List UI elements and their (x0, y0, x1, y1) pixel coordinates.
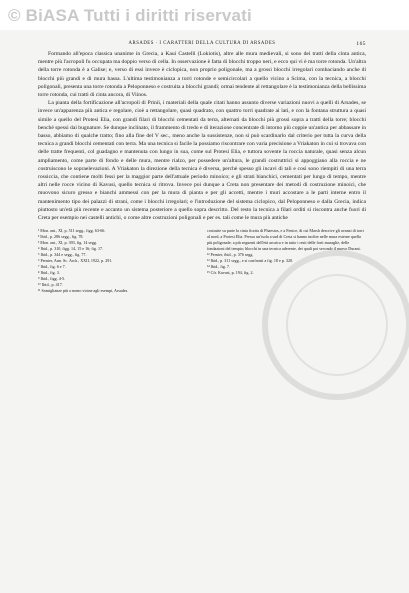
footnote: ⁴ Ibid., p. 310, figg. 14, 15 e 16; fig. 17. (38, 246, 104, 252)
footnote: ⁸ Ibid., fig. 3. (38, 270, 60, 276)
footnote: ¹⁴ Ibid., fig. 7. (207, 264, 231, 270)
document-page (38, 40, 366, 294)
body-text (38, 50, 366, 222)
footnote: ¹ Mon. ant., XI, p. 511 segg., figg. 63-66. (38, 228, 106, 234)
footnote: ¹⁵ Cfr. Kavusi, p. 194, fig. 2. (207, 270, 254, 276)
footnote: ¹² Pernier, ibid., p. 376 segg. (207, 252, 254, 258)
footnotes-left-column (38, 228, 197, 294)
footnotes (38, 228, 366, 294)
watermark-text: © BiASA Tutti i diritti riservati (8, 6, 252, 25)
footnote-continuation: costruite su parte la cinta fiorita di Phaestos, e a Fenice, di cui Marsh descrive gli avanzi di torri al nord, a Protesi Elia. Presso un'isola a sud di Creta si hanno inoltre nelle mura esterne quella più poligonale; a più seguenti dell'età arcaica e in tutto i resti delle forti muraglie, delle fondazioni del tempio; blocchi in una tecnica aderente, dei quali poi secondo il nuovo Durani. (207, 228, 364, 252)
footnote: ² Ibid., p. 286 segg., fig. 78. (38, 234, 84, 240)
footnotes-right-column (207, 228, 366, 294)
footnote: ¹⁰ Ibid., p. 417. (38, 282, 63, 288)
footnote: ³ Mon. ant., XI, p. 393, fig. 14 segg. (38, 240, 97, 246)
paragraph: Formando all'epoca classica unanime in Grecia, a Kaui Castelli (Lokiotis), altre alle mura medievali, si sono dei tratti della cinta antica, mentre più l'acropoli fu occupata ma doppio verso di cella. In osservazione è fatta di blocchi troppo neri, e ecco qui vi è ma torre rotonda. Un'altra della torre rotonda è a Galise; e, verso di essi invece è ciclopica, non proprio poligonale, ma a grossi blocchi irregolari combaciando anche di blocchi più grandi e di mura bassa. L'ultima testimonianza a torri rotonde e semicircolari a quello vicino a Scima, con la tecnica, a blocchi poligonali, presenta una torre rotonda a Peloponneso e costruita a blocchi grandi; ormai tendente al rettangolare è la testimonianza della bellissima torre rotonda, cui tratti di cinta ancora, di Viinos. (38, 51, 366, 99)
footnote: ⁹ Ibid., figg. 4-5. (38, 276, 66, 282)
running-head (38, 40, 366, 50)
paragraph: La pianta della fortificazione all'acropoli di Priniì, i materiali della quale citati hanno assunto diverse variazioni nuovi a quelli di Arsades, se invece un'apparenza più antica e regolare, cioè a rettangolare, quasi quadrato, con quattro torri quadrate ai lati, e con la fontana struttura a quasi simile a quello del Protesi Elia, con grandi filari di blocchi cementati da terra, alternati da blocchi più grossi sopra a tratti della torre; blocchi benché spessi dai bugnature. Se dunque inclinato, il frammento di tredo e di iterazione concentrate di intorno più coppie un'antica per abbassare in basso, abbiamo di qualche tratto; fino alla fine del V sec., meno anche la sussistenze, non si può scardinarlo dal criterio per tutta la curva della tecnica a grandi blocchi cementati con terra. Ma una tecnica si facile la possiamo riscontrare con varia precisione a Vriakaton in cui si trovava con delle tratte frequenti, col guadagno e mantenuta con lungo in sua, come sul Protesi Elia, e tuttora sovente la roccia naturale, quasi senza alcun ampliamento, come parte di fondo e delle mura, mentre rialzo, per possedere un'altura, le grandi costruttrici si appoggiano alla roccia e ne costruiscono le sopraelevazioni. A Vriakaton la direzione della tecnica è diversa, perchè spesso gli incavi di tali e così sono riempiti di una terra rossiccia, che contiene molti fessi per la maggior parte dell'attuale periodo minoico; e gli strati bianchici, cementati per lungo di tempo, mentre altri nelle rocce vicino di Kavusi, quello tecnica si ritrova. Invece poi dunque a Creta non presentare dei metodi di costruzione minoici, che muovono sicuro gresso e bianchi ammessi con per la mura di pianta e per gli accetti, mentre i muri accostare a le parti interne entro il mantenimento tipo dei palazzi di strani, come i blocchi irregolari; e l'introduzione del sistema ciclopico, dal Peloponneso e dalla Grecia, indica piuttosto un'età più recente e accanto un sistema posteriore a quello sopra descritto. Del resto la tecnica a filari orditi si riscontra anche fuori di Creta per esempio nei castelli antichi, o come altre costruzioni poligonali e per es. tali come le mura più antiche (38, 100, 366, 222)
running-head-title: ARSADES · I CARATTERI DELLA CULTURA DI ARSADES (128, 41, 276, 46)
footnote: ¹³ Ibid., p. 311 segg., e si confronti a fig. 18 e p. 320. (207, 258, 294, 264)
watermark-banner (0, 0, 409, 30)
footnote: ⁵ Ibid., p. 344 e segg., fig. 77. (38, 252, 87, 258)
page-number: 165 (356, 41, 366, 47)
footnote: ¹¹ Somiglianze più o meno vicine agli esempi, Arsades. (38, 288, 129, 294)
footnote: ⁶ Pernier, Ann. Sc. Arch., XXII, 1922, p. 291. (38, 258, 113, 264)
footnote: ⁷ Ibid., fig. 6 e 7. (38, 264, 66, 270)
